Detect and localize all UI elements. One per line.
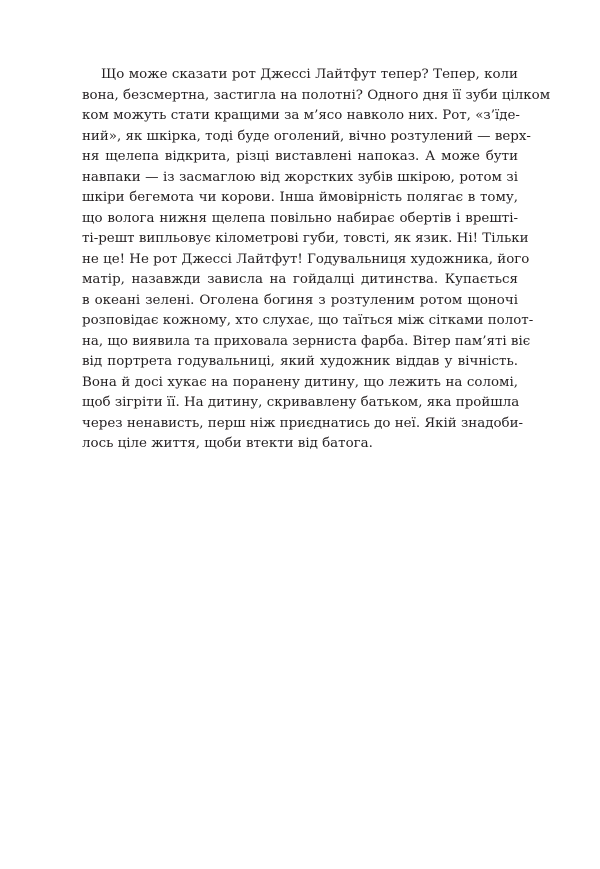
text-line: ком можуть стати кращими за м’ясо навколо них. Рот, «з’їде- [82,108,520,123]
text-line: що волога нижня щелепа повільно набирає обертів і врешті- [82,210,518,226]
text-line: ті-решт випльовує кілометрові губи, товсті, як язик. Ні! Тільки [82,231,529,246]
body-paragraph [82,65,551,455]
text-line: розповідає кожному, хто слухає, що таїться між сітками полот- [82,313,534,328]
text-line: в океані зелені. Оголена богиня з розтуленим ротом щоночі [82,292,518,308]
text-line: Вона й досі хукає на поранену дитину, що лежить на соломі, [82,374,518,390]
text-line: через ненависть, перш ніж приєднатись до неї. Якій знадоби- [82,415,524,431]
text-line: на, що виявила та приховала зерниста фарба. Вітер пам’яті віє [82,333,531,349]
text-line: ня щелепа відкрита, різці виставлені напоказ. А може бути [82,149,518,164]
text-line: матір, назавжди зависла на гойдалці дитинства. Купається [82,272,518,287]
text-line: навпаки — із засмаглою від жорстких зубів шкірою, ротом зі [82,169,518,185]
text-line: лось ціле життя, щоби втекти від батога. [82,436,373,451]
text-line: Що може сказати рот Джессі Лайтфут тепер? Тепер, коли [101,67,518,82]
text-line: вона, безсмертна, застигла на полотні? Одного дня її зуби цілком [82,87,551,103]
text-line: ний», як шкірка, тоді буде оголений, вічно розтулений — верх- [82,128,531,144]
text-line: щоб зігріти її. На дитину, скривавлену батьком, яка пройшла [82,395,520,410]
text-line: не це! Не рот Джессі Лайтфут! Годувальниця художника, його [82,251,530,267]
text-line: шкіри бегемота чи корови. Інша ймовірність полягає в тому, [82,190,518,205]
text-line: від портрета годувальниці, який художник віддав у вічність. [82,354,518,369]
